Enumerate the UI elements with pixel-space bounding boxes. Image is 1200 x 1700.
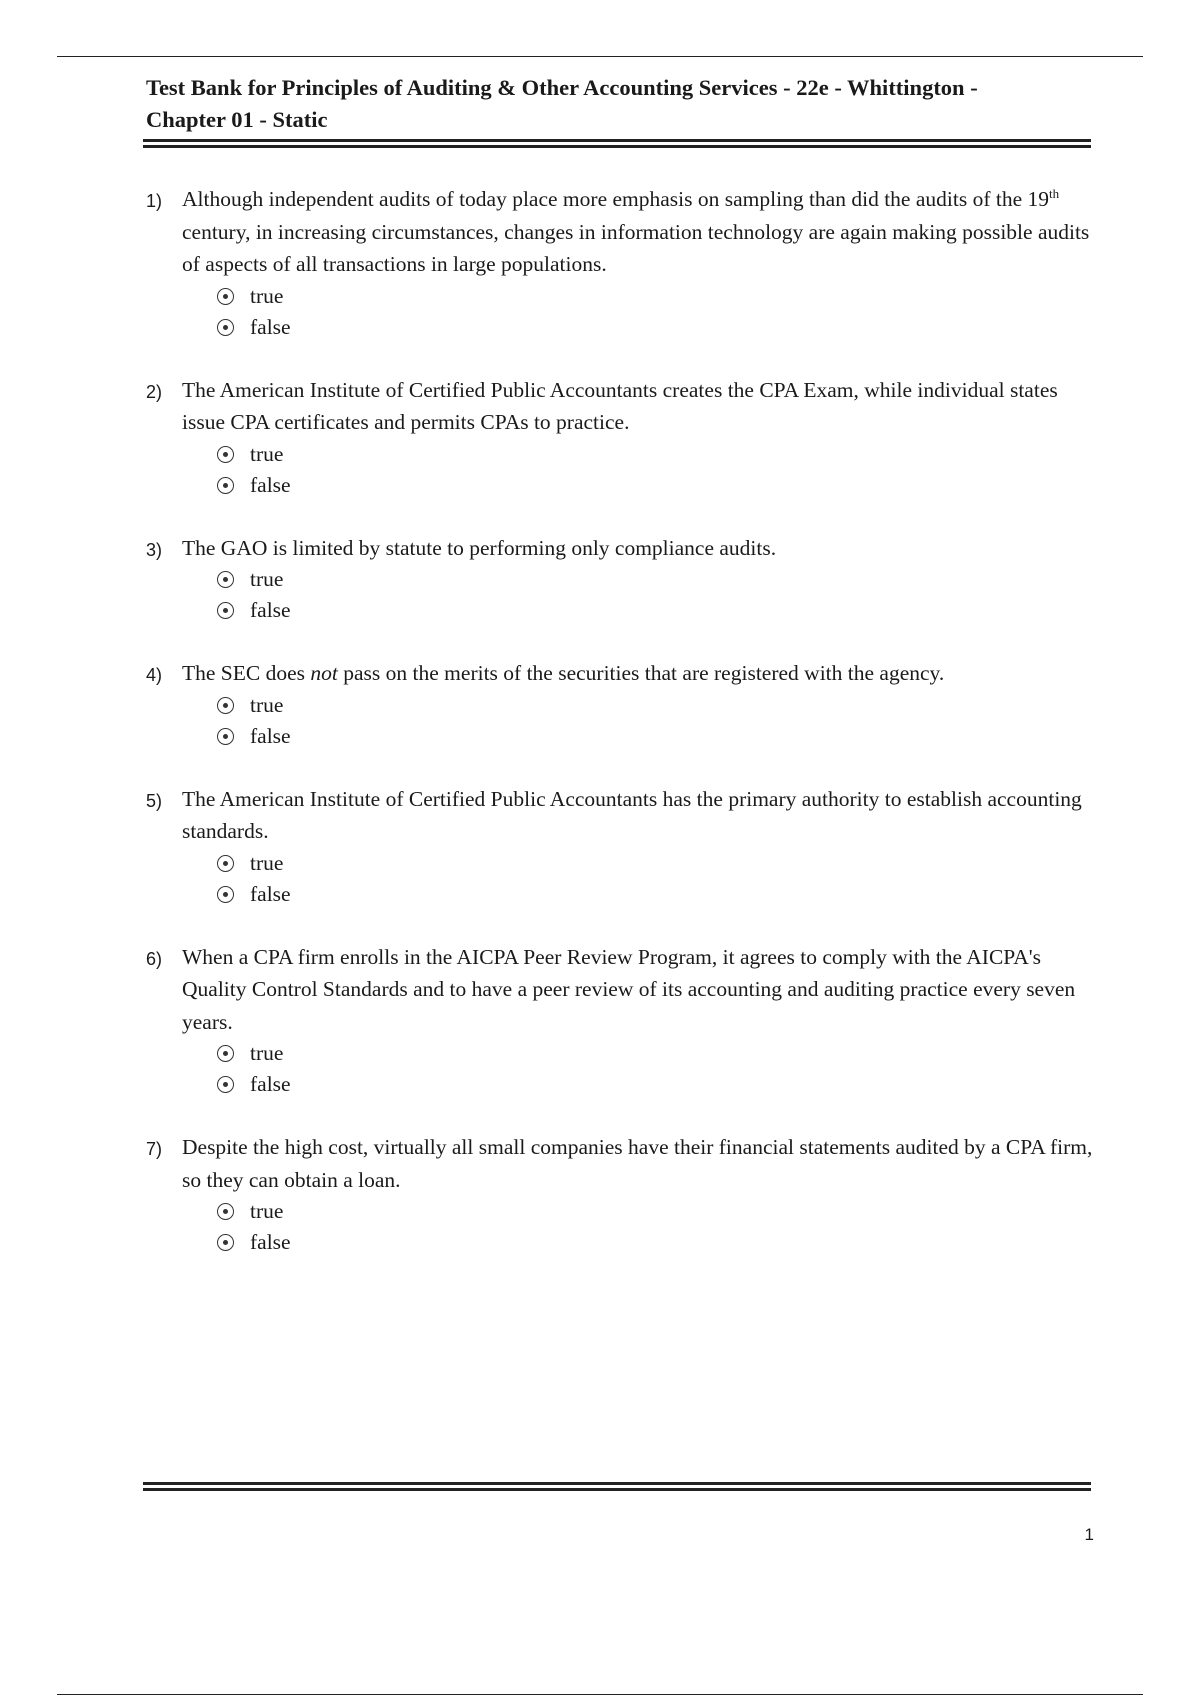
- question-number: 7): [146, 1139, 163, 1159]
- option-label: false: [250, 1230, 291, 1254]
- option-label: true: [250, 283, 284, 308]
- radio-icon[interactable]: [217, 602, 234, 619]
- question-2: [146, 374, 1096, 501]
- option-label: false: [250, 723, 291, 748]
- radio-icon[interactable]: [217, 697, 234, 714]
- option-label: false: [250, 472, 291, 497]
- option-false[interactable]: [217, 1069, 1096, 1100]
- header-title-line-1: Test Bank for Principles of Auditing & Other Accounting Services - 22e - Whittington -: [146, 75, 978, 100]
- question-text: [182, 657, 1096, 690]
- question-number: 2): [146, 381, 163, 402]
- question-text: The GAO is limited by statute to performing only compliance audits.: [182, 535, 777, 560]
- answer-options: [217, 281, 1096, 343]
- question-6: [146, 941, 1096, 1101]
- radio-icon[interactable]: [217, 855, 234, 872]
- option-true[interactable]: [217, 281, 1096, 312]
- question-text-part: century, in increasing circumstances, changes in information technology are again making possible audits of aspects of all transactions in large populations.: [182, 219, 1090, 276]
- question-3: [146, 532, 1096, 627]
- option-label: false: [250, 1072, 291, 1096]
- question-text: The American Institute of Certified Public Accountants creates the CPA Exam, while individual states issue CPA certificates and permits CPAs to practice.: [182, 377, 1058, 434]
- header-double-rule: [143, 139, 1091, 148]
- bottom-page-border: [57, 1694, 1143, 1695]
- radio-icon[interactable]: [217, 571, 234, 588]
- radio-icon[interactable]: [217, 886, 234, 903]
- question-number: 1): [146, 191, 163, 211]
- option-true[interactable]: [217, 848, 1096, 879]
- question-text-part: Although independent audits of today place more emphasis on sampling than did the audits of the 19: [182, 187, 1049, 211]
- option-label: false: [250, 598, 291, 622]
- document-header: [146, 72, 1096, 136]
- answer-options: [217, 1196, 1096, 1258]
- option-false[interactable]: [217, 595, 1096, 626]
- option-label: true: [250, 567, 284, 591]
- option-label: false: [250, 881, 291, 906]
- radio-icon[interactable]: [217, 288, 234, 305]
- question-text: [182, 183, 1096, 281]
- option-true[interactable]: [217, 1038, 1096, 1069]
- page-number: 1: [1084, 1525, 1094, 1544]
- answer-options: [217, 848, 1096, 910]
- option-true[interactable]: [217, 690, 1096, 721]
- option-label: false: [250, 314, 291, 339]
- option-false[interactable]: [217, 721, 1096, 752]
- question-1: [146, 183, 1096, 343]
- question-4: [146, 657, 1096, 752]
- option-label: true: [250, 850, 284, 875]
- radio-icon[interactable]: [217, 1234, 234, 1251]
- radio-icon[interactable]: [217, 477, 234, 494]
- header-title-line-2: Chapter 01 - Static: [146, 107, 328, 132]
- radio-icon[interactable]: [217, 1045, 234, 1062]
- option-true[interactable]: [217, 564, 1096, 595]
- radio-icon[interactable]: [217, 1076, 234, 1093]
- question-5: [146, 783, 1096, 910]
- option-false[interactable]: [217, 470, 1096, 501]
- question-number: 3): [146, 539, 163, 560]
- option-true[interactable]: [217, 439, 1096, 470]
- question-number: 6): [146, 948, 163, 969]
- option-label: true: [250, 441, 284, 466]
- option-false[interactable]: [217, 312, 1096, 343]
- answer-options: [217, 564, 1096, 626]
- option-label: true: [250, 1041, 284, 1065]
- radio-icon[interactable]: [217, 319, 234, 336]
- option-label: true: [250, 692, 284, 717]
- option-false[interactable]: [217, 879, 1096, 910]
- question-text: Despite the high cost, virtually all small companies have their financial statements audited by a CPA firm, so they can obtain a loan.: [182, 1135, 1093, 1192]
- question-list: [146, 183, 1096, 1289]
- answer-options: [217, 439, 1096, 501]
- option-label: true: [250, 1199, 284, 1223]
- emphasis-not: not: [310, 661, 338, 685]
- option-false[interactable]: [217, 1227, 1096, 1258]
- question-7: [146, 1131, 1096, 1258]
- question-number: 4): [146, 665, 163, 685]
- question-text-part: pass on the merits of the securities that are registered with the agency.: [337, 661, 945, 685]
- option-true[interactable]: [217, 1196, 1096, 1227]
- footer-double-rule: [143, 1482, 1091, 1491]
- radio-icon[interactable]: [217, 446, 234, 463]
- question-text-part: The SEC does: [182, 661, 311, 685]
- question-text: When a CPA firm enrolls in the AICPA Peer Review Program, it agrees to comply with the AICPA's Quality Control Standards and to have a peer review of its accounting and auditing practice every seven years.: [182, 944, 1076, 1034]
- answer-options: [217, 1038, 1096, 1100]
- question-text: The American Institute of Certified Public Accountants has the primary authority to establish accounting standards.: [182, 786, 1082, 843]
- superscript-th: th: [1049, 186, 1060, 202]
- question-number: 5): [146, 790, 163, 811]
- radio-icon[interactable]: [217, 1203, 234, 1220]
- answer-options: [217, 690, 1096, 752]
- top-page-border: [57, 56, 1143, 57]
- radio-icon[interactable]: [217, 728, 234, 745]
